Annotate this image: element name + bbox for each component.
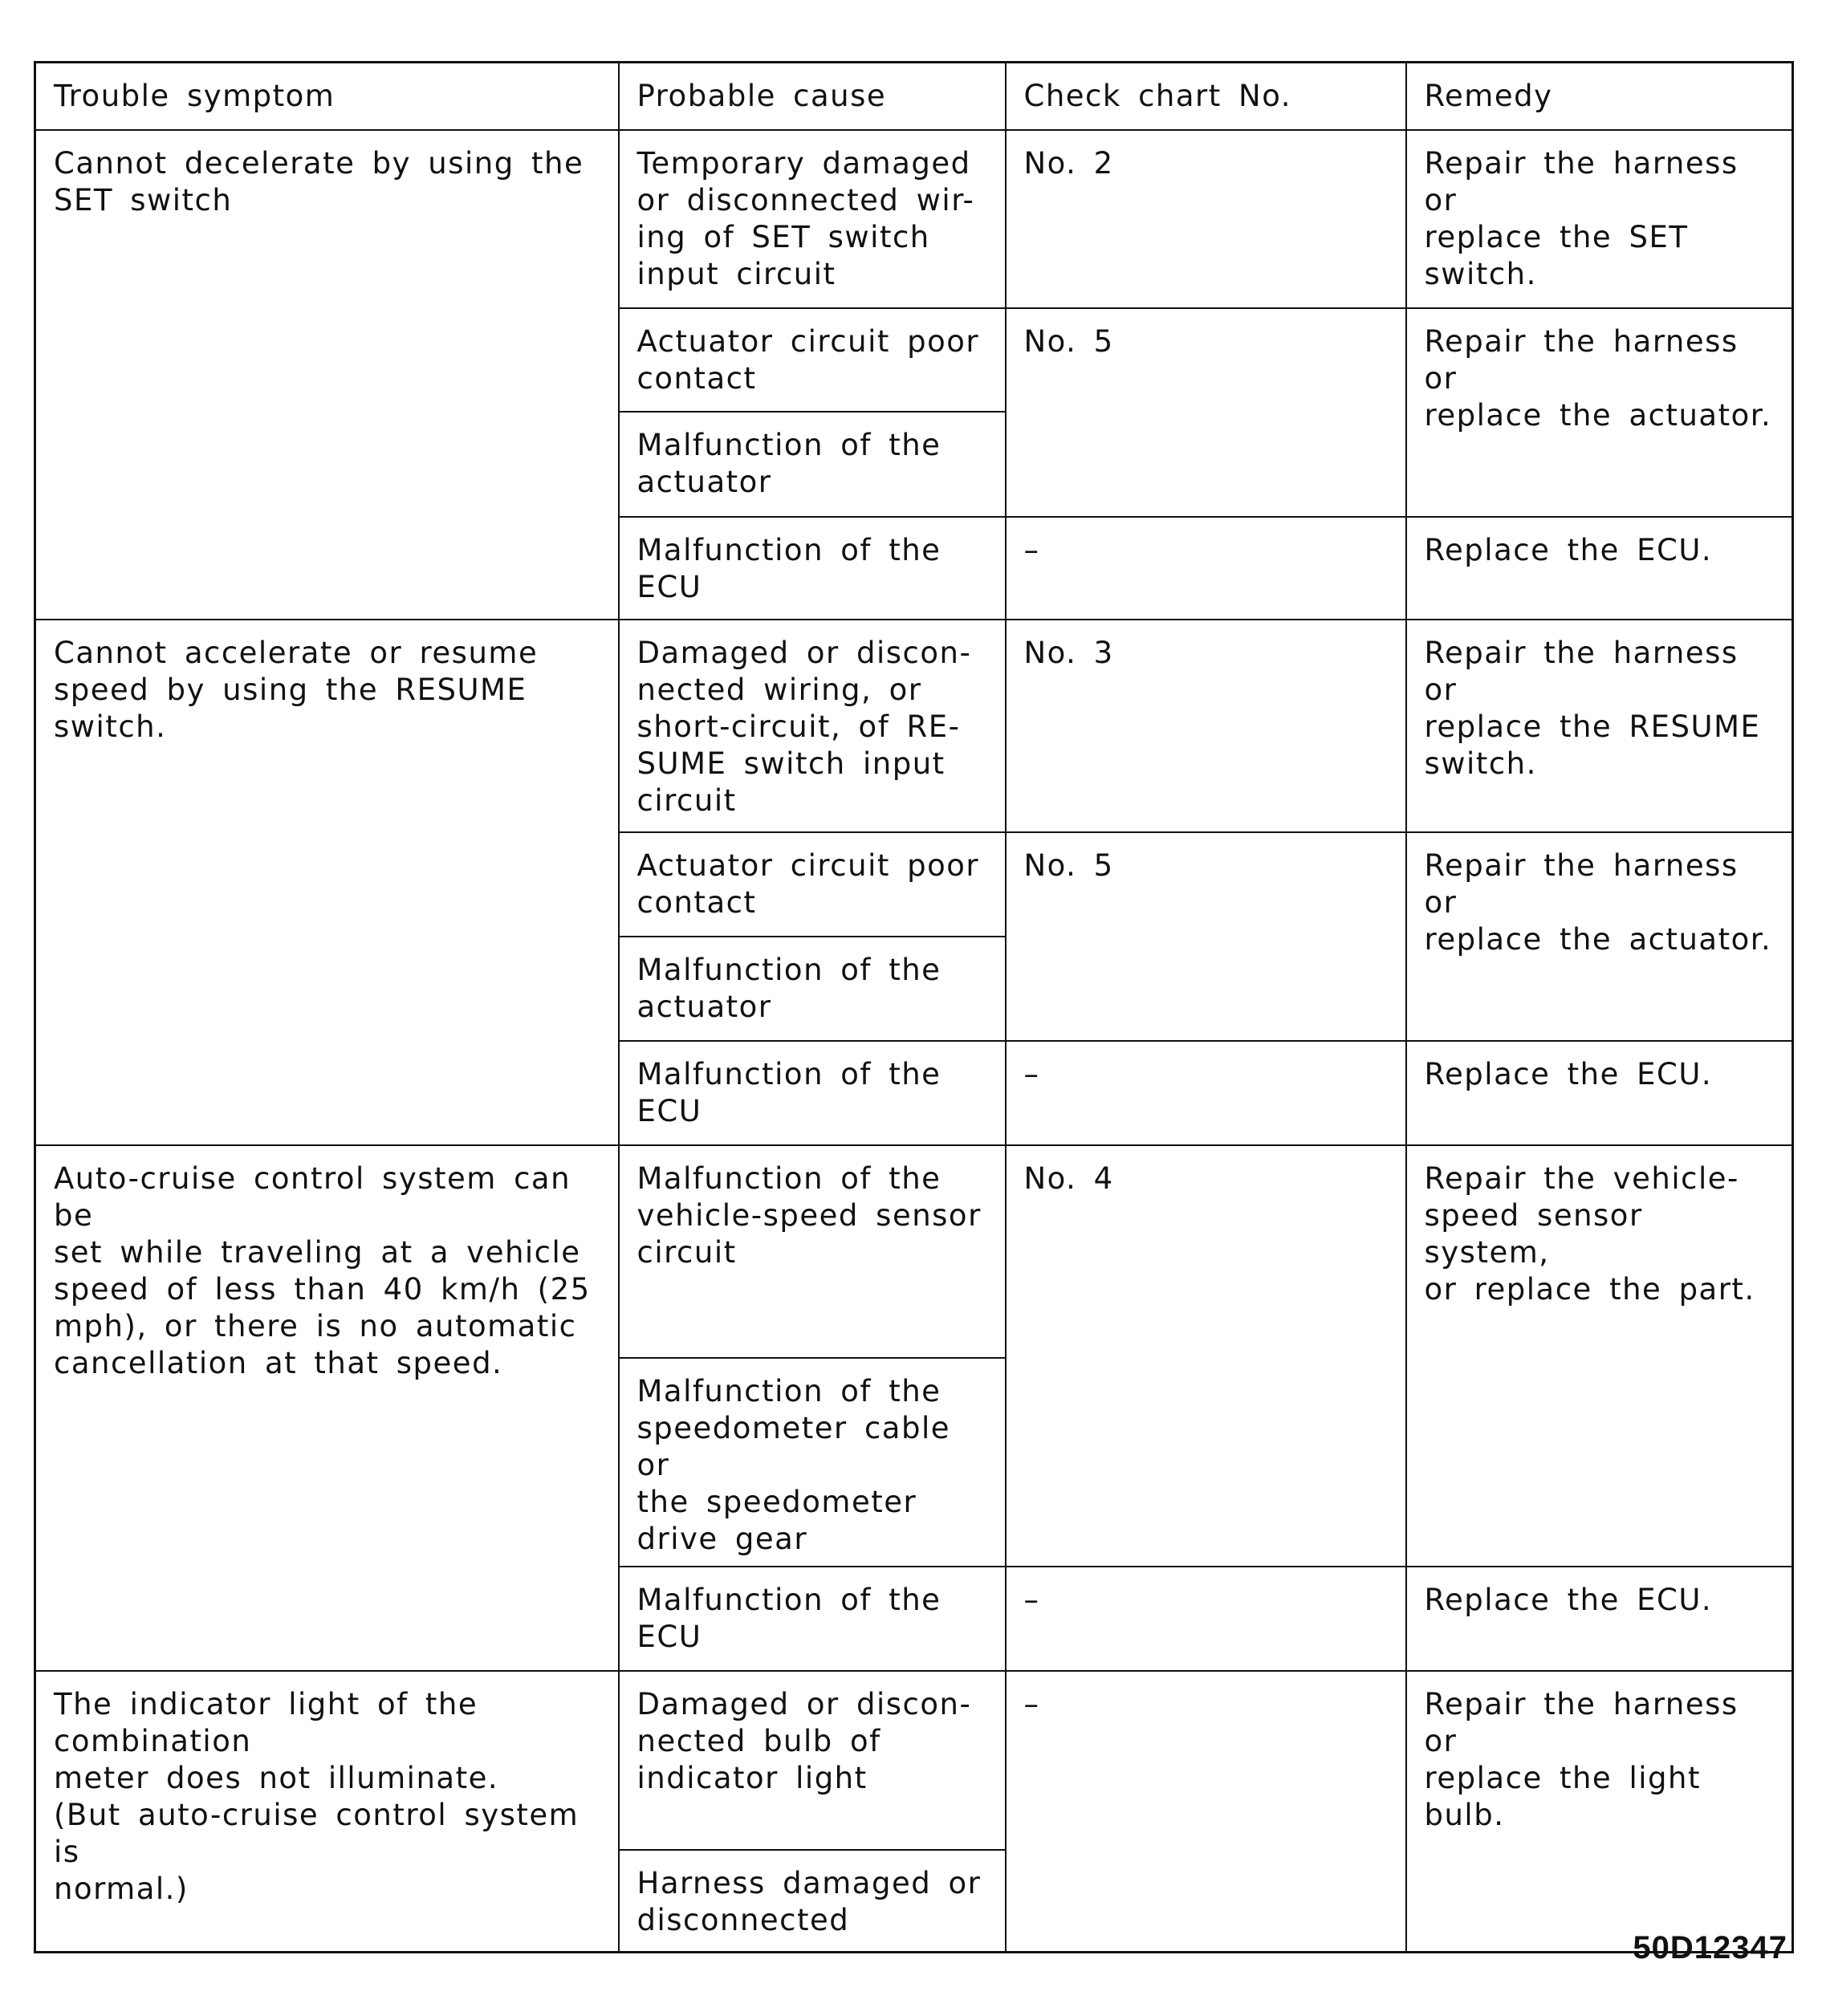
symptom-cell: Auto-cruise control system can be set while traveling at a vehicle speed of less than 40 km/h (25 mph), or there is no automatic cancellation at that speed. bbox=[35, 1145, 619, 1671]
header-trouble-symptom: Trouble symptom bbox=[35, 63, 619, 130]
remedy-cell: Repair the harness or replace the SET switch. bbox=[1406, 130, 1793, 308]
symptom-cell: Cannot decelerate by using the SET switch bbox=[35, 130, 619, 620]
remedy-cell: Repair the harness or replace the light bulb. bbox=[1406, 1671, 1793, 1953]
remedy-cell: Repair the vehicle- speed sensor system, or replace the part. bbox=[1406, 1145, 1793, 1567]
table-row bbox=[35, 130, 1793, 308]
cause-cell: Malfunction of the ECU bbox=[619, 517, 1006, 620]
header-probable-cause: Probable cause bbox=[619, 63, 1006, 130]
chart-cell: No. 2 bbox=[1006, 130, 1406, 308]
cause-cell: Damaged or discon- nected wiring, or short-circuit, of RE- SUME switch input circuit bbox=[619, 620, 1006, 832]
table-header-row bbox=[35, 63, 1793, 130]
remedy-cell: Replace the ECU. bbox=[1406, 517, 1793, 620]
table-row bbox=[35, 620, 1793, 832]
chart-cell: No. 5 bbox=[1006, 308, 1406, 517]
symptom-cell: The indicator light of the combination meter does not illuminate. (But auto-cruise control system is normal.) bbox=[35, 1671, 619, 1953]
remedy-cell: Repair the harness or replace the actuator. bbox=[1406, 308, 1793, 517]
symptom-cell: Cannot accelerate or resume speed by using the RESUME switch. bbox=[35, 620, 619, 1145]
troubleshooting-table bbox=[34, 61, 1794, 1953]
table-row bbox=[35, 1671, 1793, 1850]
cause-cell: Malfunction of the speedometer cable or the speedometer drive gear bbox=[619, 1358, 1006, 1567]
header-check-chart-no: Check chart No. bbox=[1006, 63, 1406, 130]
cause-cell: Actuator circuit poor contact bbox=[619, 832, 1006, 937]
cause-cell: Malfunction of the vehicle-speed sensor circuit bbox=[619, 1145, 1006, 1358]
chart-cell: – bbox=[1006, 1567, 1406, 1671]
cause-cell: Harness damaged or disconnected bbox=[619, 1850, 1006, 1953]
remedy-cell: Repair the harness or replace the RESUME switch. bbox=[1406, 620, 1793, 832]
chart-cell: – bbox=[1006, 1671, 1406, 1953]
remedy-cell: Repair the harness or replace the actuator. bbox=[1406, 832, 1793, 1041]
cause-cell: Actuator circuit poor contact bbox=[619, 308, 1006, 412]
chart-cell: No. 4 bbox=[1006, 1145, 1406, 1567]
chart-cell: – bbox=[1006, 517, 1406, 620]
remedy-cell: Replace the ECU. bbox=[1406, 1041, 1793, 1145]
cause-cell: Malfunction of the actuator bbox=[619, 937, 1006, 1041]
cause-cell: Temporary damaged or disconnected wir- ing of SET switch input circuit bbox=[619, 130, 1006, 308]
cause-cell: Damaged or discon- nected bulb of indicator light bbox=[619, 1671, 1006, 1850]
cause-cell: Malfunction of the actuator bbox=[619, 412, 1006, 517]
chart-cell: No. 3 bbox=[1006, 620, 1406, 832]
chart-cell: No. 5 bbox=[1006, 832, 1406, 1041]
cause-cell: Malfunction of the ECU bbox=[619, 1041, 1006, 1145]
remedy-cell: Replace the ECU. bbox=[1406, 1567, 1793, 1671]
cause-cell: Malfunction of the ECU bbox=[619, 1567, 1006, 1671]
table-row bbox=[35, 1145, 1793, 1358]
chart-cell: – bbox=[1006, 1041, 1406, 1145]
figure-code: 50D12347 bbox=[1633, 1930, 1787, 1965]
header-remedy: Remedy bbox=[1406, 63, 1793, 130]
